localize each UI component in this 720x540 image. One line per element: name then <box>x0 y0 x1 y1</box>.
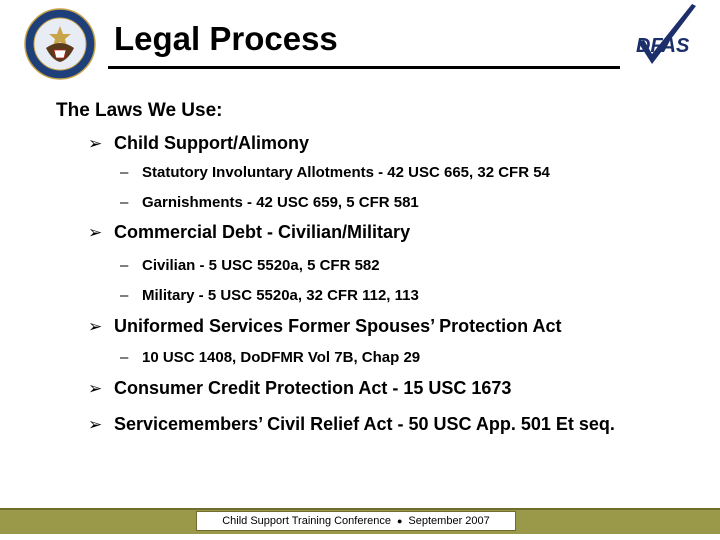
sub-bullet-text: Garnishments - 42 USC 659, 5 CFR 581 <box>142 194 419 211</box>
dash-bullet: – <box>120 349 129 366</box>
sub-bullet-item <box>120 349 420 366</box>
dash-bullet: – <box>120 257 129 274</box>
bullet-item <box>88 222 410 243</box>
bullet-text: Child Support/Alimony <box>114 133 309 153</box>
sub-bullet-item <box>120 194 419 211</box>
dod-seal-logo <box>24 8 96 80</box>
section-heading: The Laws We Use: <box>56 100 223 121</box>
dash-bullet: – <box>120 287 129 304</box>
footer-date: September 2007 <box>408 515 490 527</box>
bullet-text: Servicemembers’ Civil Relief Act - 50 USC App. 501 Et seq. <box>114 414 615 434</box>
svg-text:DFAS: DFAS <box>636 35 690 57</box>
bullet-text: Uniformed Services Former Spouses’ Protection Act <box>114 316 562 336</box>
dash-bullet: – <box>120 164 129 181</box>
sub-bullet-item <box>120 287 419 304</box>
bullet-text: Consumer Credit Protection Act - 15 USC 1673 <box>114 378 512 398</box>
bullet-item <box>88 414 615 435</box>
arrow-bullet-icon: ➢ <box>88 379 103 399</box>
sub-bullet-text: Civilian - 5 USC 5520a, 5 CFR 582 <box>142 257 380 274</box>
arrow-bullet-icon: ➢ <box>88 134 103 154</box>
sub-bullet-text: Statutory Involuntary Allotments - 42 USC 665, 32 CFR 54 <box>142 164 550 181</box>
footer-conference: Child Support Training Conference <box>222 515 391 527</box>
sub-bullet-item <box>120 164 550 181</box>
footer-separator: ● <box>396 516 403 526</box>
arrow-bullet-icon: ➢ <box>88 223 103 243</box>
bullet-text: Commercial Debt - Civilian/Military <box>114 222 411 242</box>
arrow-bullet-icon: ➢ <box>88 317 103 337</box>
arrow-bullet-icon: ➢ <box>88 415 103 435</box>
dash-bullet: – <box>120 194 129 211</box>
footer-label <box>196 511 516 531</box>
title-underline <box>108 66 620 69</box>
bullet-item <box>88 378 511 399</box>
sub-bullet-text: Military - 5 USC 5520a, 32 CFR 112, 113 <box>142 287 419 304</box>
sub-bullet-text: 10 USC 1408, DoDFMR Vol 7B, Chap 29 <box>142 349 421 366</box>
bullet-item <box>88 316 561 337</box>
slide-title: Legal Process <box>114 20 338 57</box>
dfas-logo <box>630 2 704 78</box>
sub-bullet-item <box>120 257 380 274</box>
bullet-item <box>88 133 309 154</box>
